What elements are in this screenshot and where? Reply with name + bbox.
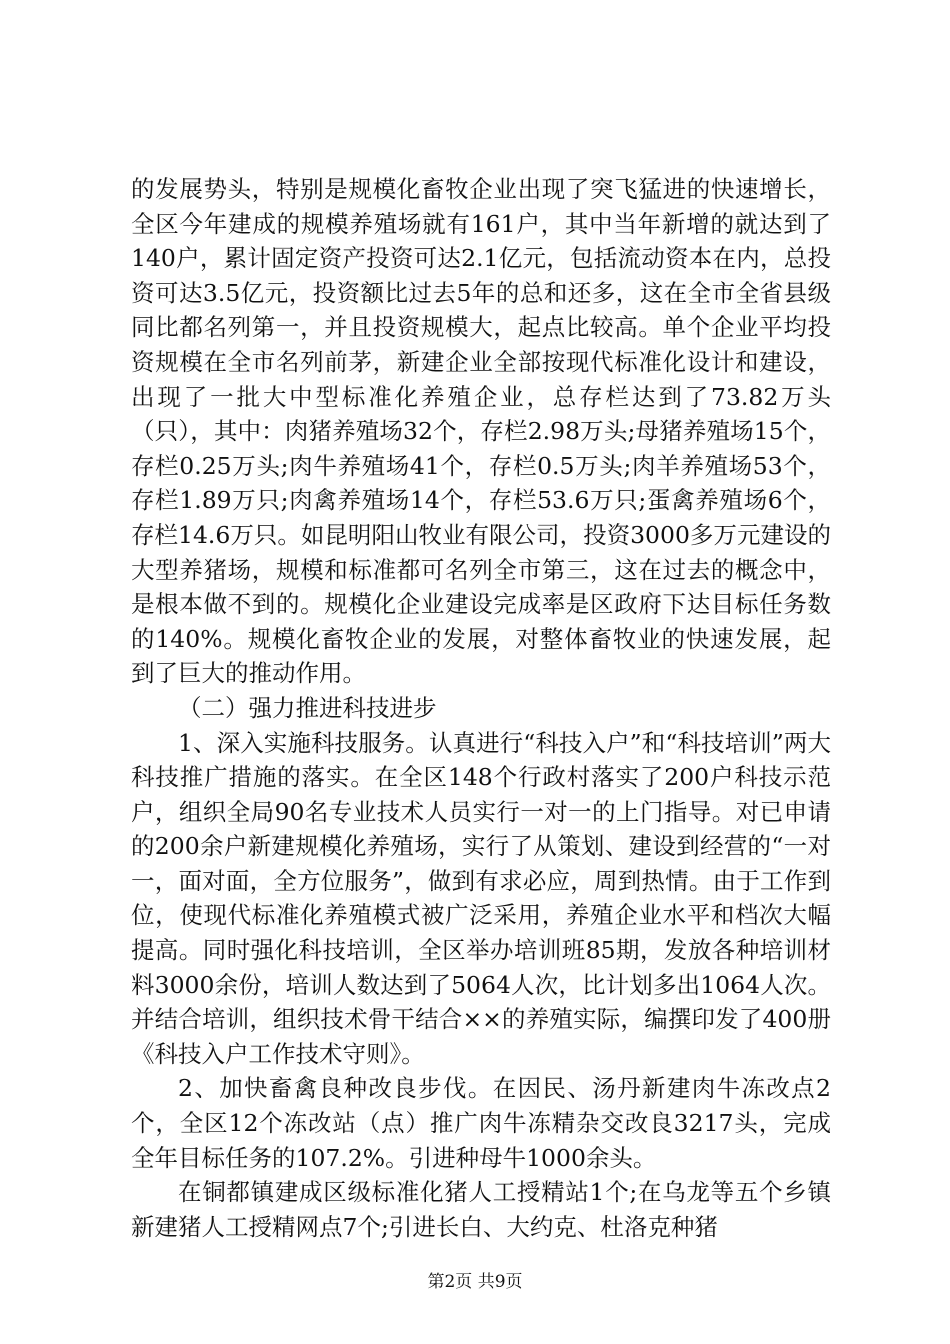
page-number-label: 第2页 共9页 [427, 1272, 523, 1292]
paragraph-breed-improvement: 2、加快畜禽良种改良步伐。在因民、汤丹新建肉牛冻改点2个，全区12个冻改站（点）推广肉牛冻精杂交改良3217头，完成全年目标任务的107.2%。引进种母牛1000余头。 [131, 1074, 831, 1172]
document-body [131, 172, 831, 1244]
paragraph-tech-service: 1、深入实施科技服务。认真进行“科技入户”和“科技培训”两大科技推广措施的落实。在全区148个行政村落实了200户科技示范户，组织全局90名专业技术人员实行一对一的上门指导。对已申请的200余户新建规模化养殖场，实行了从策划、建设到经营的“一对一，面对面，全方位服务”，做到有求必应，周到热情。由于工作到位，使现代标准化养殖模式被广泛采用，养殖企业水平和档次大幅提高。同时强化科技培训，全区举办培训班85期，发放各种培训材料3000余份，培训人数达到了5064人次，比计划多出1064人次。并结合培训，组织技术骨干结合××的养殖实际，编撰印发了400册《科技入户工作技术守则》。 [131, 728, 831, 1068]
paragraph-continued: 的发展势头，特别是规模化畜牧企业出现了突飞猛进的快速增长，全区今年建成的规模养殖场就有161户，其中当年新增的就达到了140户，累计固定资产投资可达2.1亿元，包括流动资本在内，总投资可达3.5亿元，投资额比过去5年的总和还多，这在全市全省县级同比都名列第一，并且投资规模大，起点比较高。单个企业平均投资规模在全市名列前茅，新建企业全部按现代标准化设计和建设，出现了一批大中型标准化养殖企业，总存栏达到了73.82万头（只），其中：肉猪养殖场32个，存栏2.98万头;母猪养殖场15个，存栏0.25万头;肉牛养殖场41个，存栏0.5万头;肉羊养殖场53个，存栏1.89万只;肉禽养殖场14个，存栏53.6万只;蛋禽养殖场6个，存栏14.6万只。如昆明阳山牧业有限公司，投资3000多万元建设的大型养猪场，规模和标准都可名列全市第三，这在过去的概念中，是根本做不到的。规模化企业建设完成率是区政府下达目标任务数的140%。规模化畜牧企业的发展，对整体畜牧业的快速发展，起到了巨大的推动作用。 [131, 175, 831, 688]
section-heading: （二）强力推进科技进步 [178, 693, 437, 722]
paragraph-insemination: 在铜都镇建成区级标准化猪人工授精站1个;在乌龙等五个乡镇新建猪人工授精网点7个;引进长白、大约克、杜洛克种猪 [131, 1178, 831, 1241]
page-footer [0, 1270, 950, 1294]
